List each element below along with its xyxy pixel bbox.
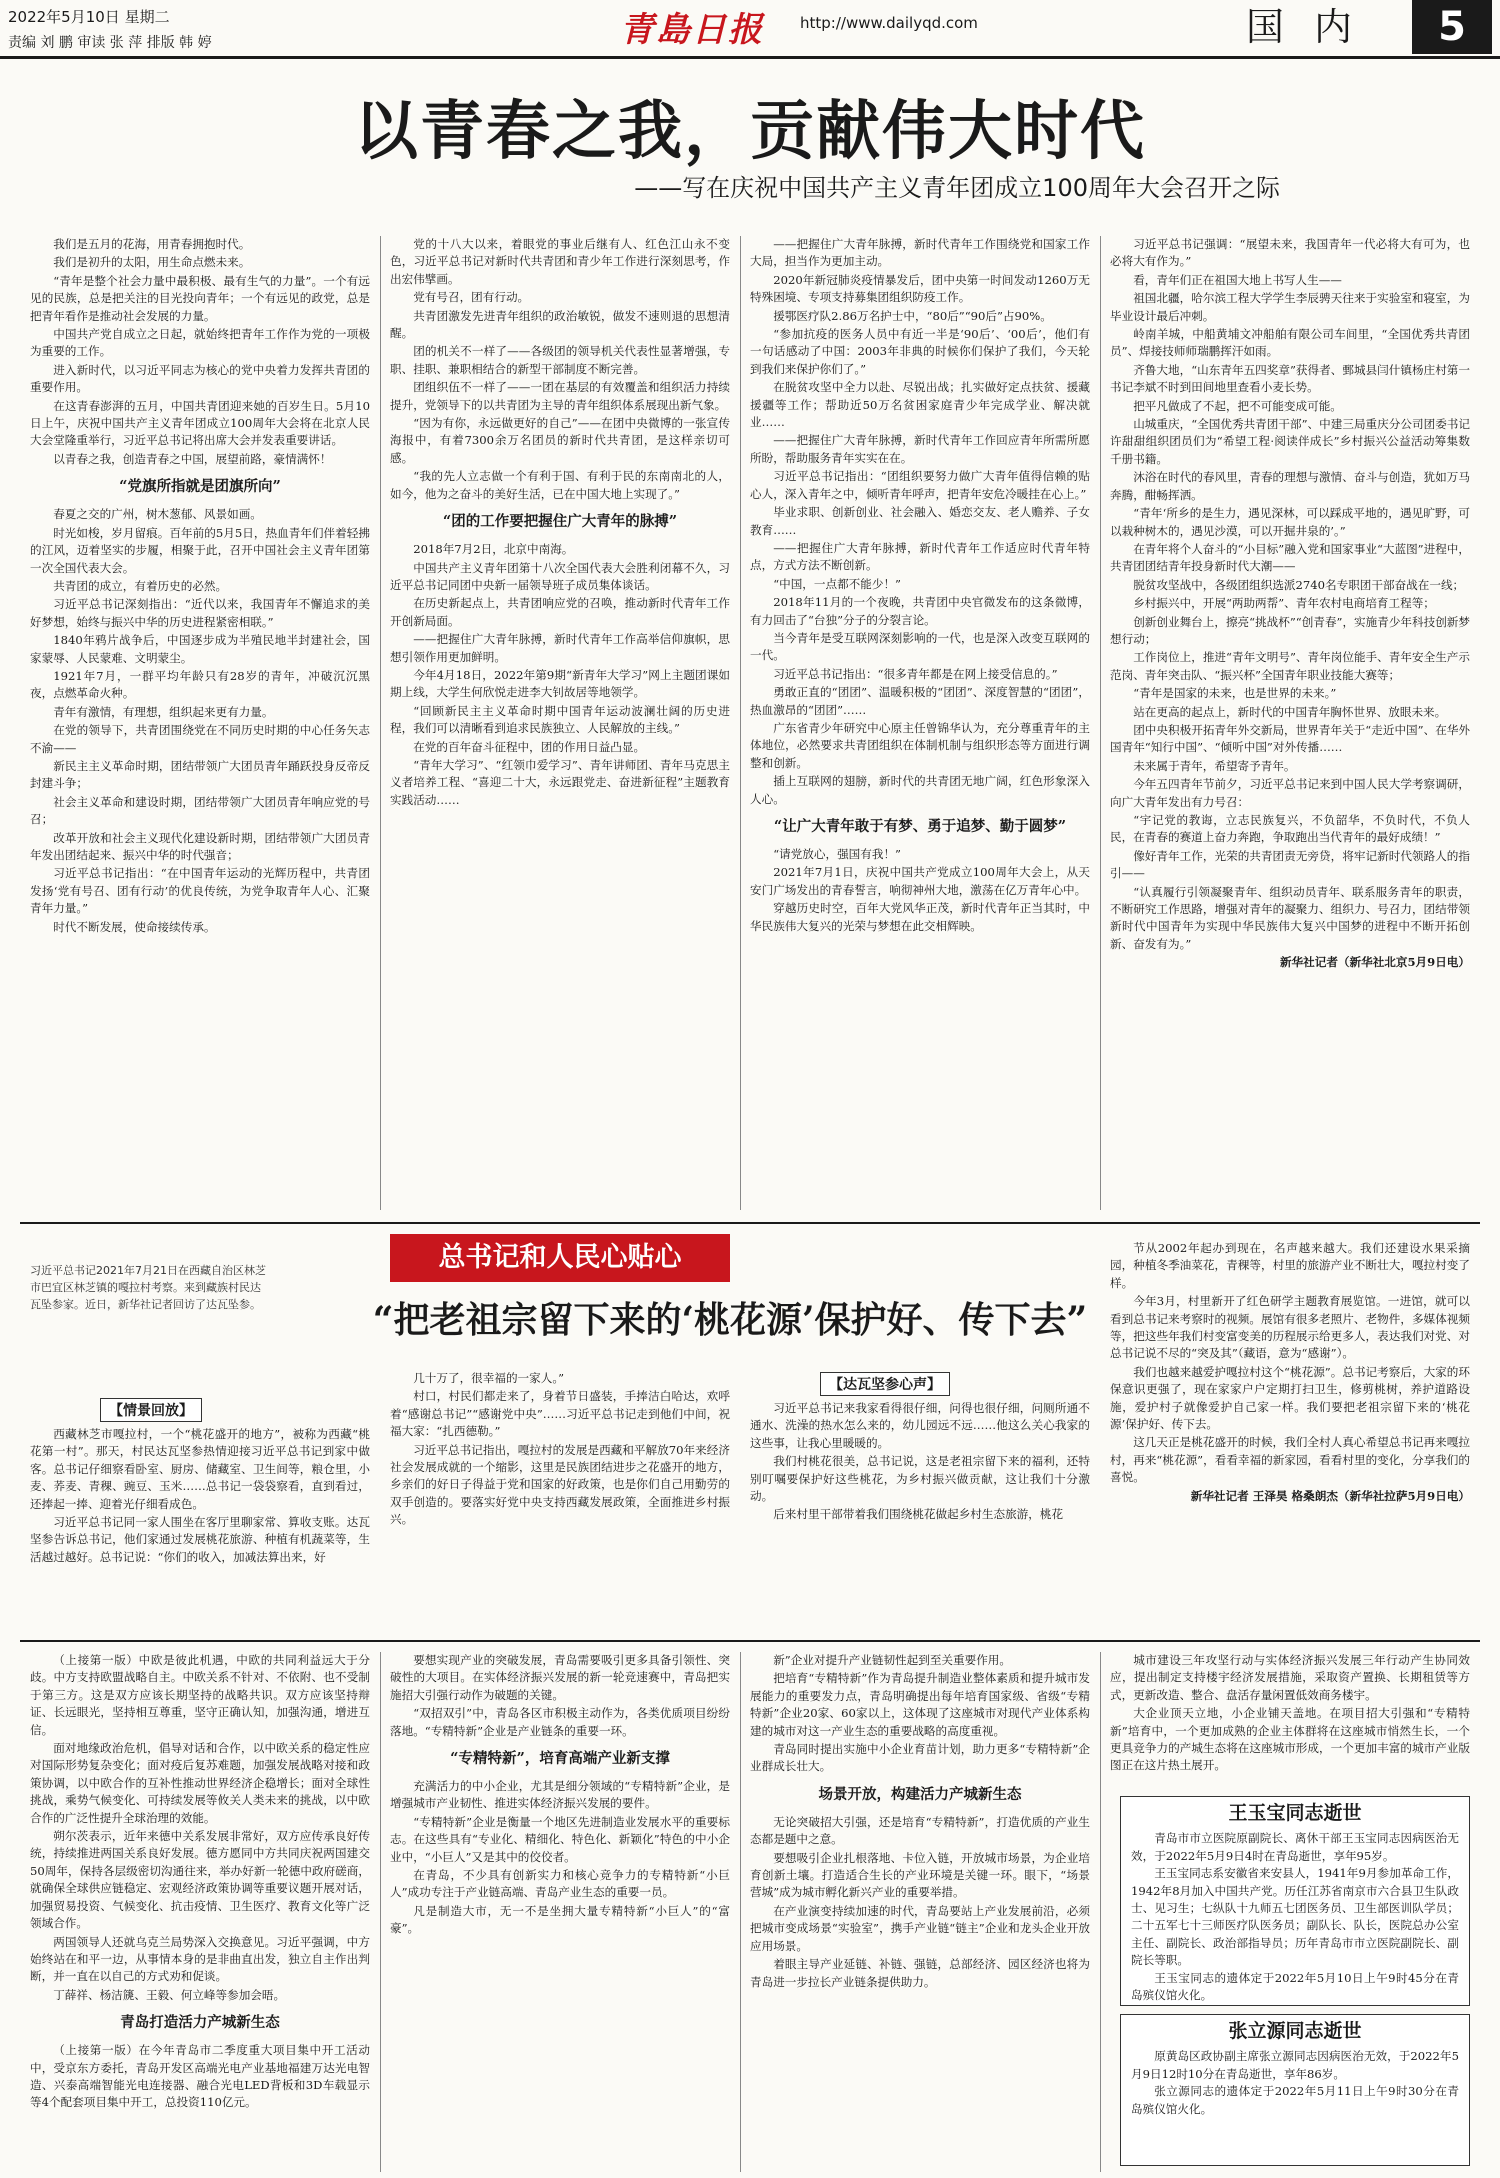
paragraph: 在历史新起点上，共青团响应党的召唤，推动新时代青年工作开创新局面。	[390, 596, 730, 628]
section-name: 国内	[1245, 5, 1382, 49]
feature-byline: 新华社记者 王泽昊 格桑朗杰（新华社拉萨5月9日电）	[1190, 1488, 1470, 1503]
paragraph: 中国共产主义青年团第十八次全国代表大会胜利闭幕不久，习近平总书记同团中央新一届领导班子成员集体谈话。	[390, 560, 730, 592]
paragraph: 习近平总书记指出，嘎拉村的发展是西藏和平解放70年来经济社会发展成就的一个缩影，这里是民族团结进步之花盛开的地方，乡亲们的好日子得益于党和国家的好政策，也是你们自己用勤劳的双手创造的。要落实好党中央支持西藏发展政策，全面推进乡村振兴。	[390, 1442, 730, 1527]
paragraph: 勇敢正直的“团团”、温暖积极的“团团”、深度智慧的“团团”，热血激昂的“团团”……	[750, 685, 1090, 717]
paragraph: “我的先人立志做一个有利于国、有利于民的东南南北的人，如今，他为之奋斗的美好生活，已在中国大地上实现了。”	[390, 469, 730, 501]
paragraph: 社会主义革命和建设时期，团结带领广大团员青年响应党的号召；	[30, 794, 370, 827]
paragraph: “专精特新”企业是衡量一个地区先进制造业发展水平的重要标志。在这些具有“专业化、精细化、特色化、新颖化”特色的中小企业中，“小巨人”又是其中的佼佼者。	[390, 1814, 730, 1864]
section-heading: “团的工作要把握住广大青年的脉搏”	[442, 513, 678, 531]
paragraph: 像好青年工作，光荣的共青团责无旁贷，将牢记新时代领路人的指引——	[1110, 848, 1470, 881]
paragraph: 创新创业舞台上，擦亮“挑战杯”“创青春”，实施青少年科技创新梦想行动；	[1110, 614, 1470, 646]
paragraph: 面对地缘政治危机，倡导对话和合作，以中欧关系的稳定性应对国际形势复杂变化；面对疫后复苏难题，加强发展战略对接和政策协调，以中欧合作的互补性推动世界经济企稳增长；面对全球性挑战，乘势气候变化、可持续发展等攸关人类未来的挑战，以中欧合作的广泛性提升全球治理的效能。	[30, 1741, 370, 1825]
obituary-title: 王玉宝同志逝世	[1228, 1802, 1362, 1824]
paragraph: “中国，一点都不能少！”	[773, 576, 901, 591]
local-column-2	[390, 1652, 730, 2172]
paragraph: 习近平总书记指出：“很多青年都是在网上接受信息的。”	[773, 666, 1058, 681]
paragraph: “请党放心，强国有我！”	[773, 847, 901, 861]
feature-column-4	[1110, 1240, 1470, 1626]
paragraph: 今年4月18日，2022年第9期“新青年大学习”网上主题团课如期上线，大学生何欣悦走进李大钊故居等地领学。	[390, 667, 730, 700]
paragraph: 在党的领导下，共青团围绕党在不同历史时期的中心任务矢志不渝——	[30, 723, 370, 755]
paragraph: 这几天正是桃花盛开的时候，我们全村人真心希望总书记再来嘎拉村，再来“桃花源”，看看幸福的新家园，看看村里的变化，分享我们的喜悦。	[1110, 1435, 1470, 1485]
paragraph: 城市建设三年攻坚行动与实体经济振兴发展三年行动产生协同效应，提出制定支持楼宇经济发展措施，采取资产置换、长期租赁等方式，更新改造、整合、盘活存量闲置低效商务楼宇。	[1110, 1653, 1470, 1702]
paragraph: 进入新时代，以习近平同志为核心的党中央着力发挥共青团的重要作用。	[30, 362, 370, 395]
paragraph: 新民主主义革命时期，团结带领广大团员青年踊跃投身反帝反封建斗争；	[30, 758, 370, 791]
paragraph: 村口，村民们都走来了，身着节日盛装，手捧洁白哈达，欢呼着“感谢总书记”“感谢党中央”……习近平总书记走到他们中间，祝福大家：“扎西德勒。”	[390, 1389, 730, 1439]
paragraph: 改革开放和社会主义现代化建设新时期，团结带领广大团员青年发出团结起来、振兴中华的时代强音；	[30, 830, 370, 862]
paragraph: 把培育“专精特新”作为青岛提升制造业整体素质和提升城市发展能力的重要发力点，青岛明确提出每年培育国家级、省级“专精特新”企业20家、60家以上，这体现了这座城市对现代产业体系构建的城市对这一产业生态的重要战略的高度重视。	[750, 1671, 1090, 1738]
paragraph: 党的十八大以来，着眼党的事业后继有人、红色江山永不变色，习近平总书记对新时代共青团和青少年工作进行深刻思考，作出宏伟擘画。	[390, 237, 730, 286]
paragraph: 在党的百年奋斗征程中，团的作用日益凸显。	[413, 739, 646, 754]
paragraph: 团中央积极开拓青年外交新局，世界青年关于“走近中国”、在华外国青年“知行中国”、“倾听中国”对外传播……	[1110, 722, 1470, 755]
paragraph: 无论突破招大引强，还是培育“专精特新”，打造优质的产业生态都是题中之意。	[750, 1814, 1090, 1847]
paragraph: 新”企业对提升产业链韧性起到至关重要作用。	[773, 1653, 1011, 1667]
paragraph: 要想吸引企业扎根落地、卡位入链，开放城市场景，为企业培育创新土壤。打造适合生长的产业环境是关键一环。眼下，“场景营城”成为城市孵化新兴产业的重要举措。	[750, 1850, 1090, 1900]
paragraph: “回顾新民主主义革命时期中国青年运动波澜壮阔的历史进程，我们可以清晰看到追求民族独立、人民解放的主线。”	[390, 703, 730, 736]
page-number: 5	[1412, 0, 1492, 54]
paragraph: 青岛市市立医院原副院长、离休干部王玉宝同志因病医治无效，于2022年5月9日4时在青岛逝世，享年95岁。	[1131, 1831, 1459, 1863]
local-column-3	[750, 1652, 1090, 2172]
paragraph: “青年是国家的未来，也是世界的未来。”	[1133, 686, 1337, 701]
paragraph: 今年五四青年节前夕，习近平总书记来到中国人民大学考察调研，向广大青年发出有力号召：	[1110, 777, 1470, 809]
paragraph: 时光如梭，岁月留痕。百年前的5月5日，热血青年们伴着轻拂的江风，迈着坚实的步履，相聚于此，召开中国社会主义青年团第一次全国代表大会。	[30, 525, 370, 575]
paragraph: 2020年新冠肺炎疫情暴发后，团中央第一时间发动1260万无特殊困境、专项支持募集团组织防疫工作。	[750, 272, 1090, 305]
paragraph: 我们也越来越爱护嘎拉村这个“桃花源”。总书记考察后，大家的环保意识更强了，现在家家户户定期打扫卫生，修剪桃树，养护道路设施，爱护村子就像爱护自己家一样。我们要把老祖宗留下来的‘桃花源’保护好、传下去。	[1110, 1364, 1470, 1432]
paragraph: 援鄂医疗队2.86万名护士中，“80后”“90后”占90%。	[773, 308, 1052, 323]
paragraph: 原黄岛区政协副主席张立源同志因病医治无效，于2022年5月9日12时10分在青岛逝世，享年86岁。	[1131, 2049, 1459, 2081]
paragraph: 着眼主导产业延链、补链、强链，总部经济、园区经济也将为青岛进一步拉长产业链条提供助力。	[750, 1957, 1090, 1989]
obituary-box	[1120, 2014, 1470, 2166]
paragraph: “青年是整个社会力量中最积极、最有生气的力量”。一个有远见的民族，总是把关注的目光投向青年；一个有远见的政党，总是把青年看作是推动社会发展的力量。	[30, 273, 370, 323]
section-heading: “专精特新”，培育高端产业新支撑	[450, 1750, 670, 1768]
paragraph: 脱贫攻坚战中，各级团组织选派2740名专职团干部奋战在一线；	[1133, 577, 1465, 592]
main-column-1	[30, 236, 370, 1210]
paragraph: 今年3月，村里新开了红色研学主题教育展览馆。一进馆，就可以看到总书记来考察时的视频。展馆有很多老照片、老物件，多媒体视频等，把这些年我们村变富变美的历程展示给更多人，表达我们对党、对总书记说不尽的“突及其”（藏语，意为“感谢”）。	[1110, 1294, 1470, 1361]
column-divider	[740, 236, 741, 1210]
paragraph: 党有号召，团有行动。	[413, 290, 530, 305]
tag-review: 【情景回放】	[100, 1398, 202, 1422]
paragraph: “双招双引”中，青岛各区市积极主动作为，各类优质项目纷纷落地。“专精特新”企业是产业链条的重要一环。	[390, 1706, 730, 1738]
paragraph: 两国领导人还就乌克兰局势深入交换意见。习近平强调，中方始终站在和平一边，从事情本身的是非曲直出发，独立自主作出判断，并一直在以自己的方式劝和促谈。	[30, 1934, 370, 1984]
paragraph: “宇记党的教诲，立志民族复兴，不负韶华，不负时代，不负人民，在青春的赛道上奋力奔跑，争取跑出当代青年的最好成绩！”	[1110, 813, 1470, 845]
paragraph: 工作岗位上，推进“青年文明号”、青年岗位能手、青年安全生产示范岗、青年突击队、“振兴杯”全国青年职业技能大赛等；	[1110, 650, 1470, 682]
column-divider	[380, 1652, 381, 2172]
obituary-box	[1120, 1796, 1470, 2006]
paragraph: 时代不断发展，使命接续传承。	[53, 919, 216, 934]
masthead	[0, 0, 1500, 60]
paragraph: 凡是制造大市，无一不是坐拥大量专精特新“小巨人”的“富豪”。	[390, 1903, 730, 1936]
paragraph: 丁薛祥、杨洁篪、王毅、何立峰等参加会晤。	[53, 1987, 286, 2002]
paragraph: 王玉宝同志的遗体定于2022年5月10日上午9时45分在青岛殡仪馆火化。	[1131, 1970, 1459, 2003]
local-column-1	[30, 1652, 370, 2172]
paragraph: 岭南羊城，中船黄埔文冲船舶有限公司车间里，“全国优秀共青团员”、焊接技师师瑞鹏挥汗如雨。	[1110, 327, 1470, 359]
site-url[interactable]: http://www.dailyqd.com	[800, 14, 978, 32]
paragraph: 团的机关不一样了——各级团的领导机关代表性显著增强，专职、挂职、兼职相结合的新型干部制度不断完善。	[390, 344, 730, 376]
paragraph: 广东省青少年研究中心原主任曾锦华认为，充分尊重青年的主体地位，必然要求共青团组织在体制机制与组织形态等方面进行调整和创新。	[750, 720, 1090, 770]
paragraph: 共青团激发先进青年组织的政治敏锐，做发不速则退的思想清醒。	[390, 308, 730, 341]
paragraph: 几十万了，很幸福的一家人。”	[413, 1371, 565, 1385]
paragraph: 2018年11月的一个夜晚，共青团中央官微发布的这条微博，有力回击了“台独”分子的分裂言论。	[750, 595, 1090, 627]
newspaper-logo: 青島日报	[620, 10, 764, 50]
paragraph: 青岛同时提出实施中小企业育苗计划，助力更多“专精特新”企业群成长壮大。	[750, 1742, 1090, 1774]
paragraph: 青年有激情，有理想，组织起来更有力量。	[53, 704, 274, 719]
paragraph: 沐浴在时代的春风里，青春的理想与激情、奋斗与创造，犹如万马奔腾，酣畅挥洒。	[1110, 470, 1470, 502]
paragraph: 西藏林芝市嘎拉村，一个“桃花盛开的地方”，被称为西藏“桃花第一村”。那天，村民达瓦坚参热情迎接习近平总书记到家中做客。总书记仔细察看卧室、厨房、储藏室、卫生间等，粮仓里，小麦、荞麦、青稞、豌豆、玉米……总书记一袋袋察看，直到看过，还捧起一捧、迎着光仔细看成色。	[30, 1427, 370, 1511]
paragraph: 习近平总书记深刻指出：“近代以来，我国青年不懈追求的美好梦想，始终与振兴中华的历史进程紧密相联。”	[30, 597, 370, 629]
paragraph: 要想实现产业的突破发展，青岛需要吸引更多具备引领性、突破性的大项目。在实体经济振兴发展的新一轮竞速赛中，青岛把实施招大引强行动作为破题的关键。	[390, 1653, 730, 1702]
paragraph: ——把握住广大青年脉搏，新时代青年工作回应青年所需所愿所盼，帮助服务青年实实在在。	[750, 433, 1090, 465]
paragraph: 习近平总书记同一家人围坐在客厅里聊家常、算收支账。达瓦坚参告诉总书记，他们家通过发展桃花旅游、种植有机蔬菜等，生活越过越好。总书记说：“你们的收入，加减法算出来，好	[30, 1515, 370, 1564]
paragraph: 王玉宝同志系安徽省来安县人，1941年9月参加革命工作，1942年8月加入中国共产党。历任江苏省南京市六合县卫生队政士、见习生；七纵队十九师五七团医务员、卫生部医训队学员；二十五军七十三师医疗队医务员；副队长、队长，医院总办公室主任、副院长、政治部指导员；历年青岛市市立医院副院长、副院长等职。	[1131, 1866, 1459, 1968]
paragraph: 穿越历史时空，百年大党风华正茂，新时代青年正当其时，中华民族伟大复兴的光荣与梦想在此交相辉映。	[750, 901, 1090, 933]
paragraph: 2021年7月1日，庆祝中国共产党成立100周年大会上，从天安门广场发出的青春誓言，响彻神州大地，激荡在亿万青年心中。	[750, 865, 1090, 897]
paragraph: ——把握住广大青年脉搏，新时代青年工作围绕党和国家工作大局，担当作为更加主动。	[750, 237, 1090, 269]
paragraph: 在青年将个人奋斗的“小目标”融入党和国家事业“大蓝图”进程中，共青团团结青年投身新时代大潮——	[1110, 541, 1470, 574]
paragraph: 山城重庆，“全国优秀共青团干部”、中建三局重庆分公司团委书记许甜甜组织团员们为“希望工程·阅读伴成长”乡村振兴公益活动筹集数千册书籍。	[1110, 417, 1470, 466]
paragraph: 在青岛，不少具有创新实力和核心竞争力的专精特新“小巨人”成功专注于产业链高端、青岛产业生态的重要一员。	[390, 1868, 730, 1900]
paragraph: 后来村里干部带着我们围绕桃花做起乡村生态旅游，桃花	[773, 1507, 1064, 1522]
paragraph: 习近平总书记指出：“团组织要努力做广大青年值得信赖的贴心人，深入青年之中，倾听青年呼声，把青年安危冷暖挂在心上。”	[750, 469, 1090, 501]
paragraph: 充满活力的中小企业，尤其是细分领域的“专精特新”企业，是增强城市产业韧性、推进实体经济振兴发展的要件。	[390, 1779, 730, 1811]
paragraph: 张立源同志的遗体定于2022年5月11日上午9时30分在青岛殡仪馆火化。	[1131, 2084, 1459, 2116]
section-rule	[20, 1640, 1480, 1642]
paragraph: 在这青春澎湃的五月，中国共青团迎来她的百岁生日。5月10日上午，庆祝中国共产主义青年团成立100周年大会将在北京人民大会堂隆重举行，习近平总书记将出席大会并发表重要讲话。	[30, 398, 370, 448]
paragraph: 2018年7月2日，北京中南海。	[413, 542, 574, 557]
paragraph: 毕业求职、创新创业、社会融入、婚恋交友、老人赡养、子女教育……	[750, 505, 1090, 537]
section-heading: “党旗所指就是团旗所向”	[119, 478, 281, 496]
paragraph: 中国共产党自成立之日起，就始终把青年工作作为党的一项极为重要的工作。	[30, 327, 370, 359]
feature-column-3	[750, 1400, 1090, 1626]
feature-title: “把老祖宗留下来的‘桃花源’保护好、传下去”	[372, 1299, 1088, 1341]
paragraph: 插上互联网的翅膀，新时代的共青团无地广阔，红色形象深入人心。	[750, 774, 1090, 806]
column-divider	[740, 1652, 741, 2172]
paragraph: “认真履行引领凝聚青年、组织动员青年、联系服务青年的职责，不断研究工作思路，增强对青年的凝聚力、组织力、号召力，团结带领新时代中国青年为实现中华民族伟大复兴中国梦的进程中不断开拓创新、奋发有为。”	[1110, 884, 1470, 951]
paragraph: 在脱贫攻坚中全力以赴、尽锐出战；扎实做好定点扶贫、援藏援疆等工作；帮助近50万名贫困家庭青少年完成学业、解决就业……	[750, 380, 1090, 430]
paragraph: 1921年7月，一群平均年龄只有28岁的青年，冲破沉沉黑夜，点燃革命火种。	[30, 668, 370, 701]
paragraph: 在产业演变持续加速的时代，青岛要站上产业发展前沿，必须把城市变成场景“实验室”，携手产业链“链主”企业和龙头企业开放应用场景。	[750, 1903, 1090, 1953]
paragraph: 祖国北疆，哈尔滨工程大学学生李辰骋天往来于实验室和寝室，为毕业设计最后冲刺。	[1110, 291, 1470, 323]
main-byline: 新华社记者（新华社北京5月9日电）	[1279, 955, 1470, 970]
paragraph: 我们是初升的太阳，用生命点燃未来。	[53, 255, 251, 270]
tag-voice: 【达瓦坚参心声】	[820, 1372, 950, 1396]
paragraph: 看，青年们正在祖国大地上书写人生——	[1133, 272, 1342, 287]
paragraph: 春夏之交的广州，树木葱郁、风景如画。	[53, 507, 262, 522]
masthead-rule	[0, 56, 1500, 59]
paragraph: 节从2002年起办到现在，名声越来越大。我们还建设水果采摘园，种植冬季油菜花，青稞等，村里的旅游产业不断壮大，嘎拉村变了样。	[1110, 1241, 1470, 1290]
paragraph: “因为有你，永远做更好的自己”——在团中央微博的一张宣传海报中，有着7300余万名团员的新时代共青团，是这样亲切可感。	[390, 416, 730, 465]
paragraph: ——把握住广大青年脉搏，新时代青年工作高举信仰旗帜，思想引领作用更加鲜明。	[390, 632, 730, 664]
paragraph: 乡村振兴中，开展“两助两帮”、青年农村电商培育工程等；	[1133, 596, 1435, 611]
paragraph: 未来属于青年，希望寄予青年。	[1133, 758, 1296, 773]
paragraph: 我们村桃花很美，总书记说，这是老祖宗留下来的福利，还特别叮嘱要保护好这些桃花，为乡村振兴做贡献，这让我们十分激动。	[750, 1454, 1090, 1504]
paragraph: “青年大学习”、“红领巾爱学习”、青年讲师团、青年马克思主义者培养工程、“喜迎二十大，永远跟党走、奋进新征程”主题教育实践活动……	[390, 757, 730, 807]
main-column-4	[1110, 236, 1470, 1210]
section-heading: “让广大青年敢于有梦、勇于追梦、勤于圆梦”	[773, 818, 1067, 835]
column-divider	[380, 236, 381, 1210]
obituary-title: 张立源同志逝世	[1228, 2020, 1362, 2042]
paragraph: ——把握住广大青年脉搏，新时代青年工作适应时代青年特点，方式方法不断创新。	[750, 540, 1090, 573]
paragraph: “青年‘所乡的是生力，遇见深林，可以踩成平地的，遇见旷野，可以栽种树木的，遇见沙漠，可以开掘井泉的’。”	[1110, 506, 1470, 538]
paragraph: 当今青年是受互联网深刻影响的一代，也是深入改变互联网的一代。	[750, 630, 1090, 663]
feature-note: 习近平总书记2021年7月21日在西藏自治区林芝市巴宜区林芝镇的嘎拉村考察。来到藏族村民达瓦坠参家。近日，新华社记者回访了达瓦坠参。	[30, 1264, 266, 1311]
paragraph: 大企业顶天立地，小企业铺天盖地。在项目招大引强和“专精特新”培育中，一个更加成熟的企业主体群将在这座城市悄然生长，一个更具竞争力的产城生态将在这座城市形成，一个更加丰富的城市产业版图正在这片热土展开。	[1110, 1706, 1470, 1773]
issue-date: 2022年5月10日 星期二	[8, 8, 170, 26]
main-subhead: ——写在庆祝中国共产主义青年团成立100周年大会召开之际	[634, 174, 1280, 202]
paragraph: 我们是五月的花海，用青春拥抱时代。	[53, 237, 251, 251]
feature-column-1	[30, 1426, 370, 1626]
column-divider	[1100, 236, 1101, 1210]
main-column-2	[390, 236, 730, 1210]
paragraph: 1840年鸦片战争后，中国逐步成为半殖民地半封建社会，国家蒙辱、人民蒙难、文明蒙尘。	[30, 633, 370, 665]
paragraph: 习近平总书记来我家看得很仔细，问得也很仔细，问厕所通不通水、洗澡的热水怎么来的，幼儿园远不远……他这么关心我家的这些事，让我心里暖暖的。	[750, 1401, 1090, 1450]
main-headline: 以青春之我，贡献伟大时代	[354, 94, 1146, 169]
paragraph: 团组织伍不一样了——一团在基层的有效覆盖和组织活力持续提升，党领导下的以共青团为主导的青年组织体系展现出新气象。	[390, 380, 730, 412]
local-column-4	[1110, 1652, 1470, 1790]
section-heading: 场景开放，构建活力产城新生态	[818, 1785, 1022, 1803]
paragraph: 齐鲁大地，“山东青年五四奖章”获得者、鄄城县闫什镇杨庄村第一书记李斌不时到田间地里查看小麦长势。	[1110, 362, 1470, 395]
paragraph: “参加抗疫的医务人员中有近一半是‘90后’、‘00后’，他们有一句话感动了中国：2003年非典的时候你们保护了我们，今天轮到我们来保护你们了。”	[750, 327, 1090, 376]
column-divider	[1100, 1652, 1101, 2172]
editor-staff: 责编 刘 鹏 审读 张 萍 排版 韩 婷	[8, 35, 212, 51]
paragraph: 朔尔茨表示，近年来德中关系发展非常好，双方应传承良好传统，持续推进两国关系良好发展。德方愿同中方共同庆祝两国建交50周年，保持各层级密切沟通往来，举办好新一轮德中政府磋商，就确保全球供应链稳定、宏观经济政策协调等重要议题开展对话，加强贸易投资、气候变化、抗击疫情、卫生医疗、教育文化等广泛领域合作。	[30, 1829, 370, 1931]
paragraph: 共青团的成立，有着历史的必然。	[53, 578, 228, 593]
section-heading: 青岛打造活力产城新生态	[120, 2014, 280, 2032]
feature-column-2	[390, 1370, 730, 1626]
paragraph: 习近平总书记强调：“展望未来，我国青年一代必将大有可为，也必将大有作为。”	[1110, 237, 1470, 269]
paragraph: 站在更高的起点上，新时代的中国青年胸怀世界、放眼未来。	[1133, 704, 1447, 719]
paragraph: 习近平总书记指出：“在中国青年运动的光辉历程中，共青团发扬‘党有号召、团有行动’的优良传统，为党争取青年人心、汇聚青年力量。”	[30, 866, 370, 916]
main-column-3	[750, 236, 1090, 1210]
paragraph: 把平凡做成了不起，把不可能变成可能。	[1133, 398, 1342, 413]
paragraph: （上接第一版）中欧是彼此机遇，中欧的共同利益远大于分歧。中方支持欧盟战略自主。中欧关系不针对、不依附、也不受制于第三方。这是双方应该长期坚持的战略共识。双方应该坚持辩证、长远眼光，坚持相互尊重，坚守正确认知，加强沟通，增进互信。	[30, 1653, 370, 1737]
paragraph: （上接第一版）在今年青岛市二季度重大项目集中开工活动中，受京东方委托，青岛开发区高端光电产业基地福建万达光电智造、兴泰高端智能光电连接器、融合光电LED背板和3D车载显示等4个配套项目集中开工，总投资110亿元。	[30, 2043, 370, 2110]
feature-kicker: 总书记和人民心贴心	[390, 1234, 730, 1282]
section-rule	[20, 1222, 1480, 1224]
paragraph: 以青春之我，创造青春之中国，展望前路，豪情满怀！	[53, 451, 332, 466]
